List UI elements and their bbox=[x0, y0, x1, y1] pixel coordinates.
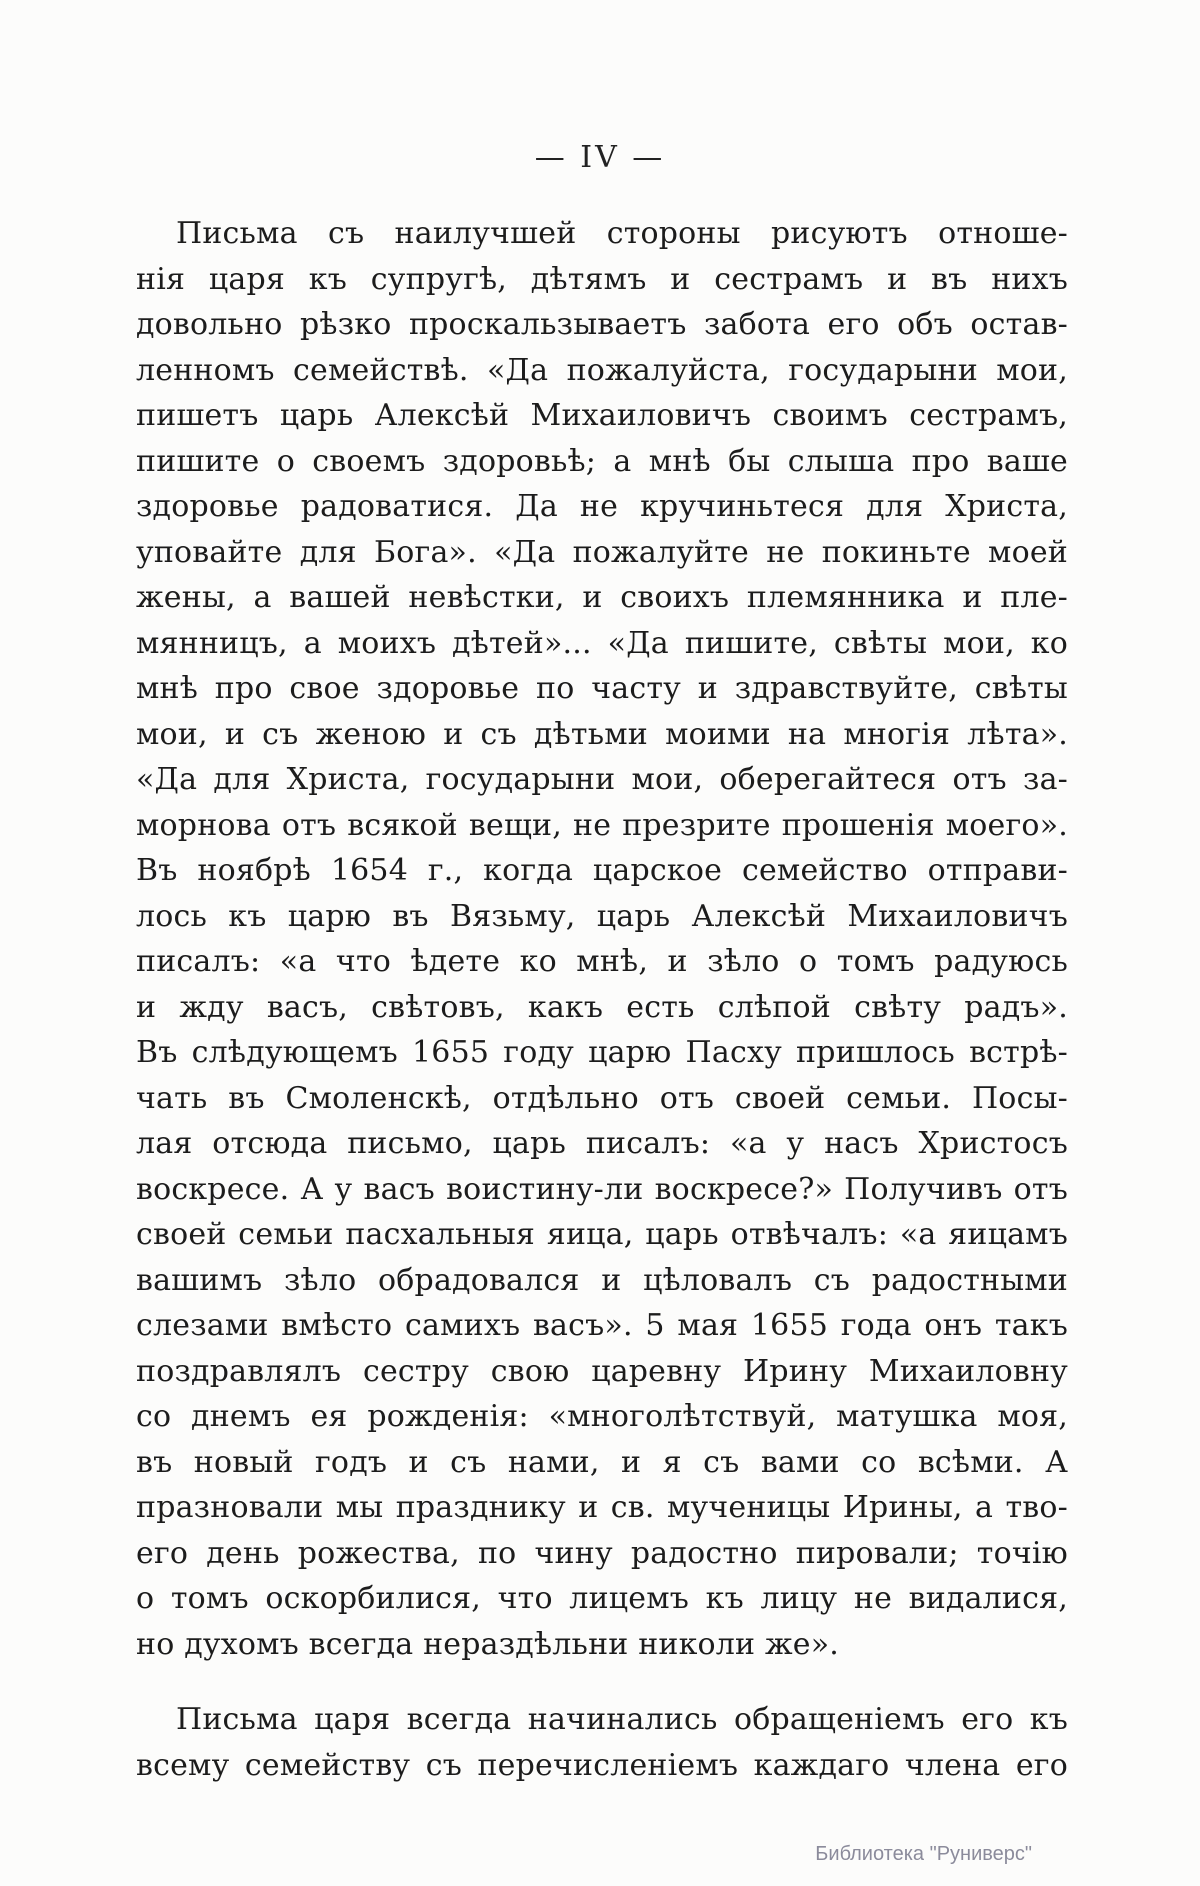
text-line: и жду васъ, свѣтовъ, какъ есть слѣпой свѣту радъ». bbox=[136, 989, 1068, 1025]
text-line: слезами вмѣсто самихъ васъ». 5 мая 1655 года онъ такъ bbox=[136, 1308, 1068, 1343]
library-watermark: Библиотека "Руниверс" bbox=[815, 1843, 1032, 1865]
text-line: о томъ оскорбилися, что лицемъ къ лицу не видалися, bbox=[136, 1581, 1068, 1616]
text-line: Въ ноябрѣ 1654 г., когда царское семейство отправи- bbox=[136, 853, 1068, 888]
text-line: Письма царя всегда начинались обращеніемъ его къ bbox=[176, 1702, 1068, 1737]
text-line: вашимъ зѣло обрадовался и цѣловалъ съ радостными bbox=[136, 1262, 1068, 1298]
text-line: всему семейству съ перечисленіемъ каждаго члена его bbox=[136, 1747, 1068, 1783]
text-line: своей семьи пасхальныя яица, царь отвѣчалъ: «а яицамъ bbox=[136, 1217, 1068, 1252]
text-line: Въ слѣдующемъ 1655 году царю Пасху пришлось встрѣ- bbox=[136, 1035, 1068, 1070]
text-line: морнова отъ всякой вещи, не презрите прошенія моего». bbox=[136, 807, 1068, 843]
text-line: празновали мы празднику и св. мученицы Ирины, а тво- bbox=[136, 1490, 1068, 1525]
text-line: пишите о своемъ здоровьѣ; а мнѣ бы слыша про ваше bbox=[136, 443, 1068, 479]
text-line: пишетъ царь Алексѣй Михаиловичъ своимъ сестрамъ, bbox=[136, 398, 1068, 433]
text-line: чать въ Смоленскѣ, отдѣльно отъ своей семьи. Посы- bbox=[136, 1080, 1068, 1116]
body-text bbox=[136, 211, 1068, 1788]
text-line: его день рожества, по чину радостно пировали; точію bbox=[136, 1535, 1068, 1571]
text-line: довольно рѣзко проскальзываетъ забота его объ остав- bbox=[136, 307, 1068, 342]
text-line: нія царя къ супругѣ, дѣтямъ и сестрамъ и въ нихъ bbox=[136, 261, 1068, 297]
text-line: мянницъ, а моихъ дѣтей»... «Да пишите, свѣты мои, ко bbox=[136, 625, 1068, 661]
text-line: мои, и съ женою и съ дѣтьми моими на многія лѣта». bbox=[136, 716, 1068, 752]
page-number-header: — IV — bbox=[534, 140, 666, 175]
text-line: въ новый годъ и съ нами, и я съ вами со всѣми. А bbox=[136, 1444, 1068, 1480]
text-line: мнѣ про свое здоровье по часту и здравствуйте, свѣты bbox=[136, 671, 1068, 706]
text-line: поздравлялъ сестру свою царевну Ирину Михаиловну bbox=[136, 1353, 1068, 1389]
paragraph bbox=[136, 1697, 1068, 1788]
text-line: лая отсюда письмо, царь писалъ: «а у насъ Христосъ bbox=[136, 1126, 1068, 1161]
text-line: жены, а вашей невѣстки, и своихъ племянника и пле- bbox=[136, 580, 1068, 615]
text-line: лось къ царю въ Вязьму, царь Алексѣй Михаиловичъ bbox=[136, 898, 1068, 934]
text-line: воскресе. А у васъ воистину-ли воскресе?» Получивъ отъ bbox=[136, 1171, 1068, 1207]
text-line: ленномъ семействѣ. «Да пожалуйста, государыни мои, bbox=[136, 352, 1068, 388]
text-line: уповайте для Бога». «Да пожалуйте не покиньте моей bbox=[136, 534, 1068, 570]
text-line: но духомъ всегда нераздѣльни николи же». bbox=[136, 1626, 840, 1662]
text-line: Письма съ наилучшей стороны рисуютъ отноше- bbox=[176, 216, 1068, 251]
text-line: здоровье радоватися. Да не кручиньтеся для Христа, bbox=[136, 489, 1068, 524]
text-line: писалъ: «а что ѣдете ко мнѣ, и зѣло о томъ радуюсь bbox=[136, 944, 1068, 979]
paragraph bbox=[136, 211, 1068, 1667]
text-line: со днемъ ея рожденія: «многолѣтствуй, матушка моя, bbox=[136, 1399, 1068, 1434]
text-line: «Да для Христа, государыни мои, оберегайтеся отъ за- bbox=[136, 762, 1068, 797]
